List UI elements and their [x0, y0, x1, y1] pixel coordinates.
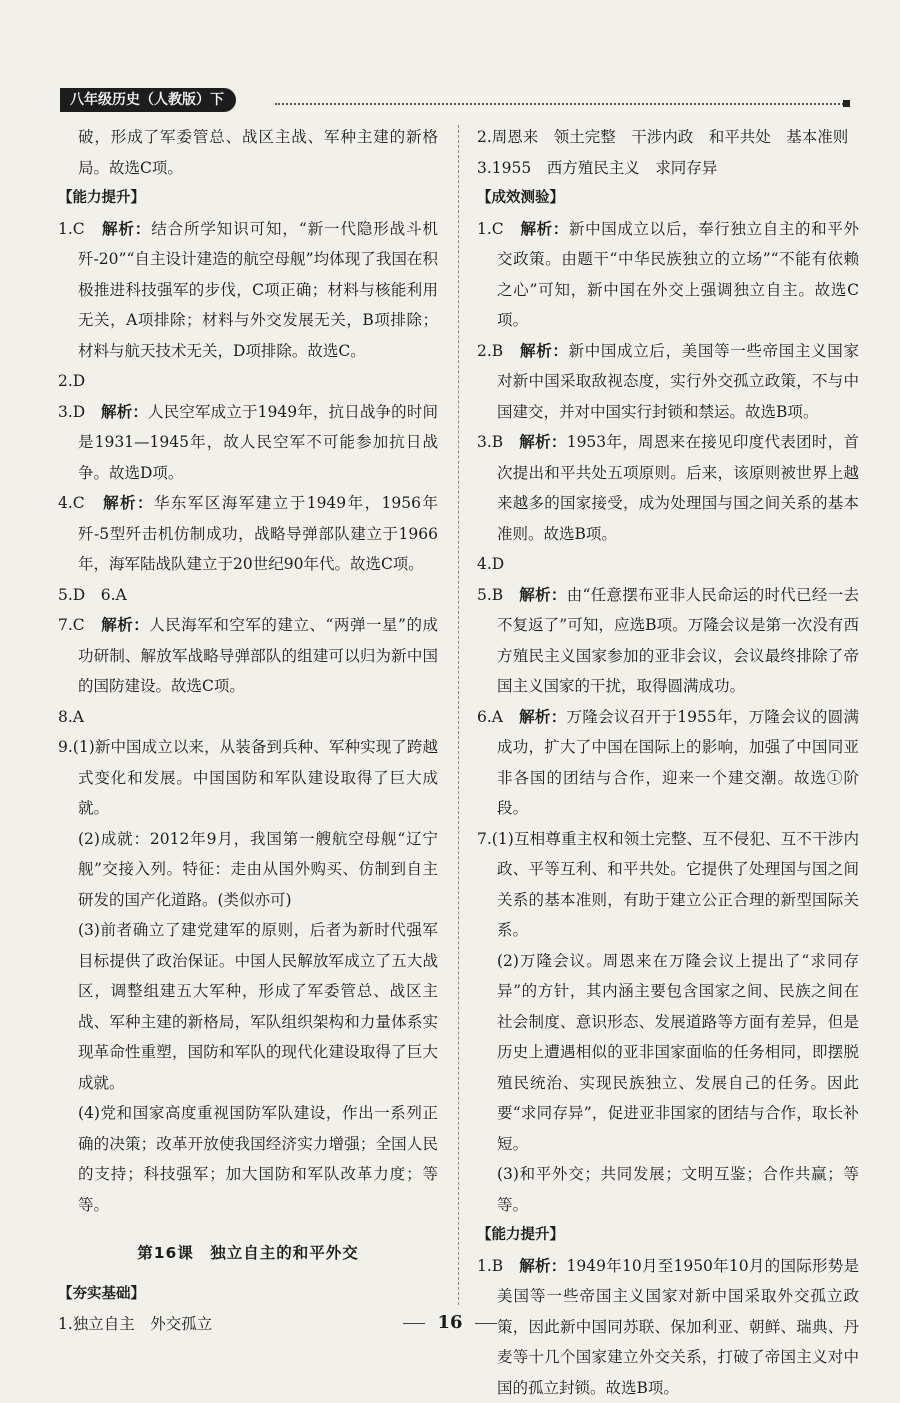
right-column [477, 122, 859, 1403]
answer-line: 1.独立自主 外交孤立 [58, 1309, 438, 1340]
answer-item [58, 610, 438, 702]
answer-text: 1953年，周恩来在接见印度代表团时，首次提出和平共处五项原则。后来，该原则被世界上越来越多的国家接受，成为处理国与国之间关系的基本准则。故选B项。 [497, 433, 859, 543]
analysis-label: 解析： [520, 342, 569, 360]
answer-text: 人民海军和空军的建立、“两弹一星”的成功研制、解放军战略导弹部队的组建可以归为新中国的国防建设。故选C项。 [78, 616, 438, 695]
answer-number: 7.C [58, 616, 85, 634]
answer-item [477, 702, 859, 824]
page-number-footer [0, 1312, 900, 1333]
analysis-label: 解析： [519, 586, 566, 604]
analysis-label: 解析： [103, 494, 154, 512]
answer-number: 2.B [477, 342, 503, 360]
footer-dash-left [403, 1323, 425, 1324]
answer-number: 3.D [58, 403, 85, 421]
answer-text: 1949年10月至1950年10月的国际形势是美国等一些帝国主义国家对新中国采取外交孤立政策，因此新中国同苏联、保加利亚、朝鲜、瑞典、丹麦等十几个国家建立外交关系，打破了帝国主义对中国的孤立封锁。故选B项。 [497, 1257, 859, 1397]
answer-text: 由“任意摆布亚非人民命运的时代已经一去不复返了”可知，应选B项。万隆会议是第一次没有西方殖民主义国家参加的亚非会议，会议最终排除了帝国主义国家的干扰，取得圆满成功。 [497, 586, 859, 696]
analysis-label: 解析： [102, 220, 151, 238]
answer-text: 华东军区海军建立于1949年，1956年歼-5型歼击机仿制成功，战略导弹部队建立于1966年，海军陆战队建立于20世纪90年代。故选C项。 [78, 494, 438, 573]
answer-number: 6.A [477, 708, 503, 726]
answer-line: 9.(1)新中国成立以来，从装备到兵种、军种实现了跨越式变化和发展。中国国防和军队建设取得了巨大成就。 [58, 732, 438, 824]
answer-line: (2)万隆会议。周恩来在万隆会议上提出了“求同存异”的方针，其内涵主要包含国家之间、民族之间在社会制度、意识形态、发展道路等方面有差异，但是历史上遭遇相似的亚非国家面临的任务相同，即摆脱殖民统治、实现民族独立、发展自己的任务。因此要“求同存异”，促进亚非国家的团结与合作，取长补短。 [477, 946, 859, 1160]
left-column [58, 122, 438, 1340]
answer-text: 新中国成立后，美国等一些帝国主义国家对新中国采取敌视态度，实行外交孤立政策，不与中国建交，并对中国实行封锁和禁运。故选B项。 [497, 342, 859, 421]
answer-number: 1.B [477, 1257, 503, 1275]
answer-line: 5.D 6.A [58, 580, 438, 611]
section-heading: 【能力提升】 [58, 183, 438, 214]
answer-item [477, 336, 859, 428]
answer-number: 1.C [477, 220, 504, 238]
answer-item [58, 397, 438, 489]
answer-line: 破，形成了军委管总、战区主战、军种主建的新格局。故选C项。 [58, 122, 438, 183]
answer-item [477, 580, 859, 702]
header-square-mark [843, 100, 850, 107]
answer-line: 2.周恩来 领土完整 干涉内政 和平共处 基本准则 [477, 122, 859, 153]
analysis-label: 解析： [101, 616, 149, 634]
footer-dash-right [475, 1323, 497, 1324]
answer-item [477, 214, 859, 336]
answer-line: (2)成就：2012年9月，我国第一艘航空母舰“辽宁舰”交接入列。特征：走由从国外购买、仿制到自主研发的国产化道路。(类似亦可) [58, 824, 438, 916]
answer-text: 人民空军成立于1949年，抗日战争的时间是1931—1945年，故人民空军不可能参加抗日战争。故选D项。 [78, 403, 438, 482]
answer-line: 3.1955 西方殖民主义 求同存异 [477, 153, 859, 184]
section-heading: 【能力提升】 [477, 1220, 859, 1251]
answer-number: 3.B [477, 433, 503, 451]
analysis-label: 解析： [101, 403, 148, 421]
header-dotted-rule [275, 103, 844, 105]
page-number: 16 [437, 1312, 462, 1333]
header-title: 八年级历史（人教版）下 [60, 88, 236, 112]
analysis-label: 解析： [520, 220, 568, 238]
answer-line: 7.(1)互相尊重主权和领土完整、互不侵犯、互不干涉内政、平等互利、和平共处。它提供了处理国与国之间关系的基本准则，有助于建立公正合理的新型国际关系。 [477, 824, 859, 946]
column-divider [458, 125, 459, 1305]
page-header [60, 88, 850, 114]
answer-text: 万隆会议召开于1955年，万隆会议的圆满成功，扩大了中国在国际上的影响，加强了中国同亚非各国的团结与合作，迎来一个建交潮。故选①阶段。 [497, 708, 859, 818]
answer-item [477, 427, 859, 549]
answer-line: 2.D [58, 366, 438, 397]
answer-item [58, 214, 438, 367]
answer-number: 4.C [58, 494, 85, 512]
analysis-label: 解析： [519, 1257, 566, 1275]
answer-line: (4)党和国家高度重视国防军队建设，作出一系列正确的决策；改革开放使我国经济实力增强；全国人民的支持；科技强军；加大国防和军队改革力度；等等。 [58, 1098, 438, 1220]
answer-line: 8.A [58, 702, 438, 733]
answer-text: 结合所学知识可知，“新一代隐形战斗机歼-20”“自主设计建造的航空母舰”均体现了我国在积极推进科技强军的步伐，C项正确；材料与核能利用无关，A项排除；材料与外交发展无关，B项排除；材料与航天技术无关，D项排除。故选C。 [78, 220, 438, 360]
answer-number: 5.B [477, 586, 503, 604]
lesson-title: 第16课 独立自主的和平外交 [58, 1238, 438, 1269]
answer-line: (3)和平外交；共同发展；文明互鉴；合作共赢；等等。 [477, 1159, 859, 1220]
analysis-label: 解析： [519, 708, 566, 726]
section-heading: 【夯实基础】 [58, 1279, 438, 1310]
answer-number: 1.C [58, 220, 85, 238]
answer-line: (3)前者确立了建党建军的原则，后者为新时代强军目标提供了政治保证。中国人民解放军成立了五大战区，调整组建五大军种，形成了军委管总、战区主战、军种主建的新格局，军队组织架构和力量体系实现革命性重塑，国防和军队的现代化建设取得了巨大成就。 [58, 915, 438, 1098]
section-heading: 【成效测验】 [477, 183, 859, 214]
analysis-label: 解析： [519, 433, 566, 451]
answer-text: 新中国成立以后，奉行独立自主的和平外交政策。由题干“中华民族独立的立场”“不能有依赖之心”可知，新中国在外交上强调独立自主。故选C项。 [497, 220, 859, 330]
answer-item [58, 488, 438, 580]
answer-line: 4.D [477, 549, 859, 580]
